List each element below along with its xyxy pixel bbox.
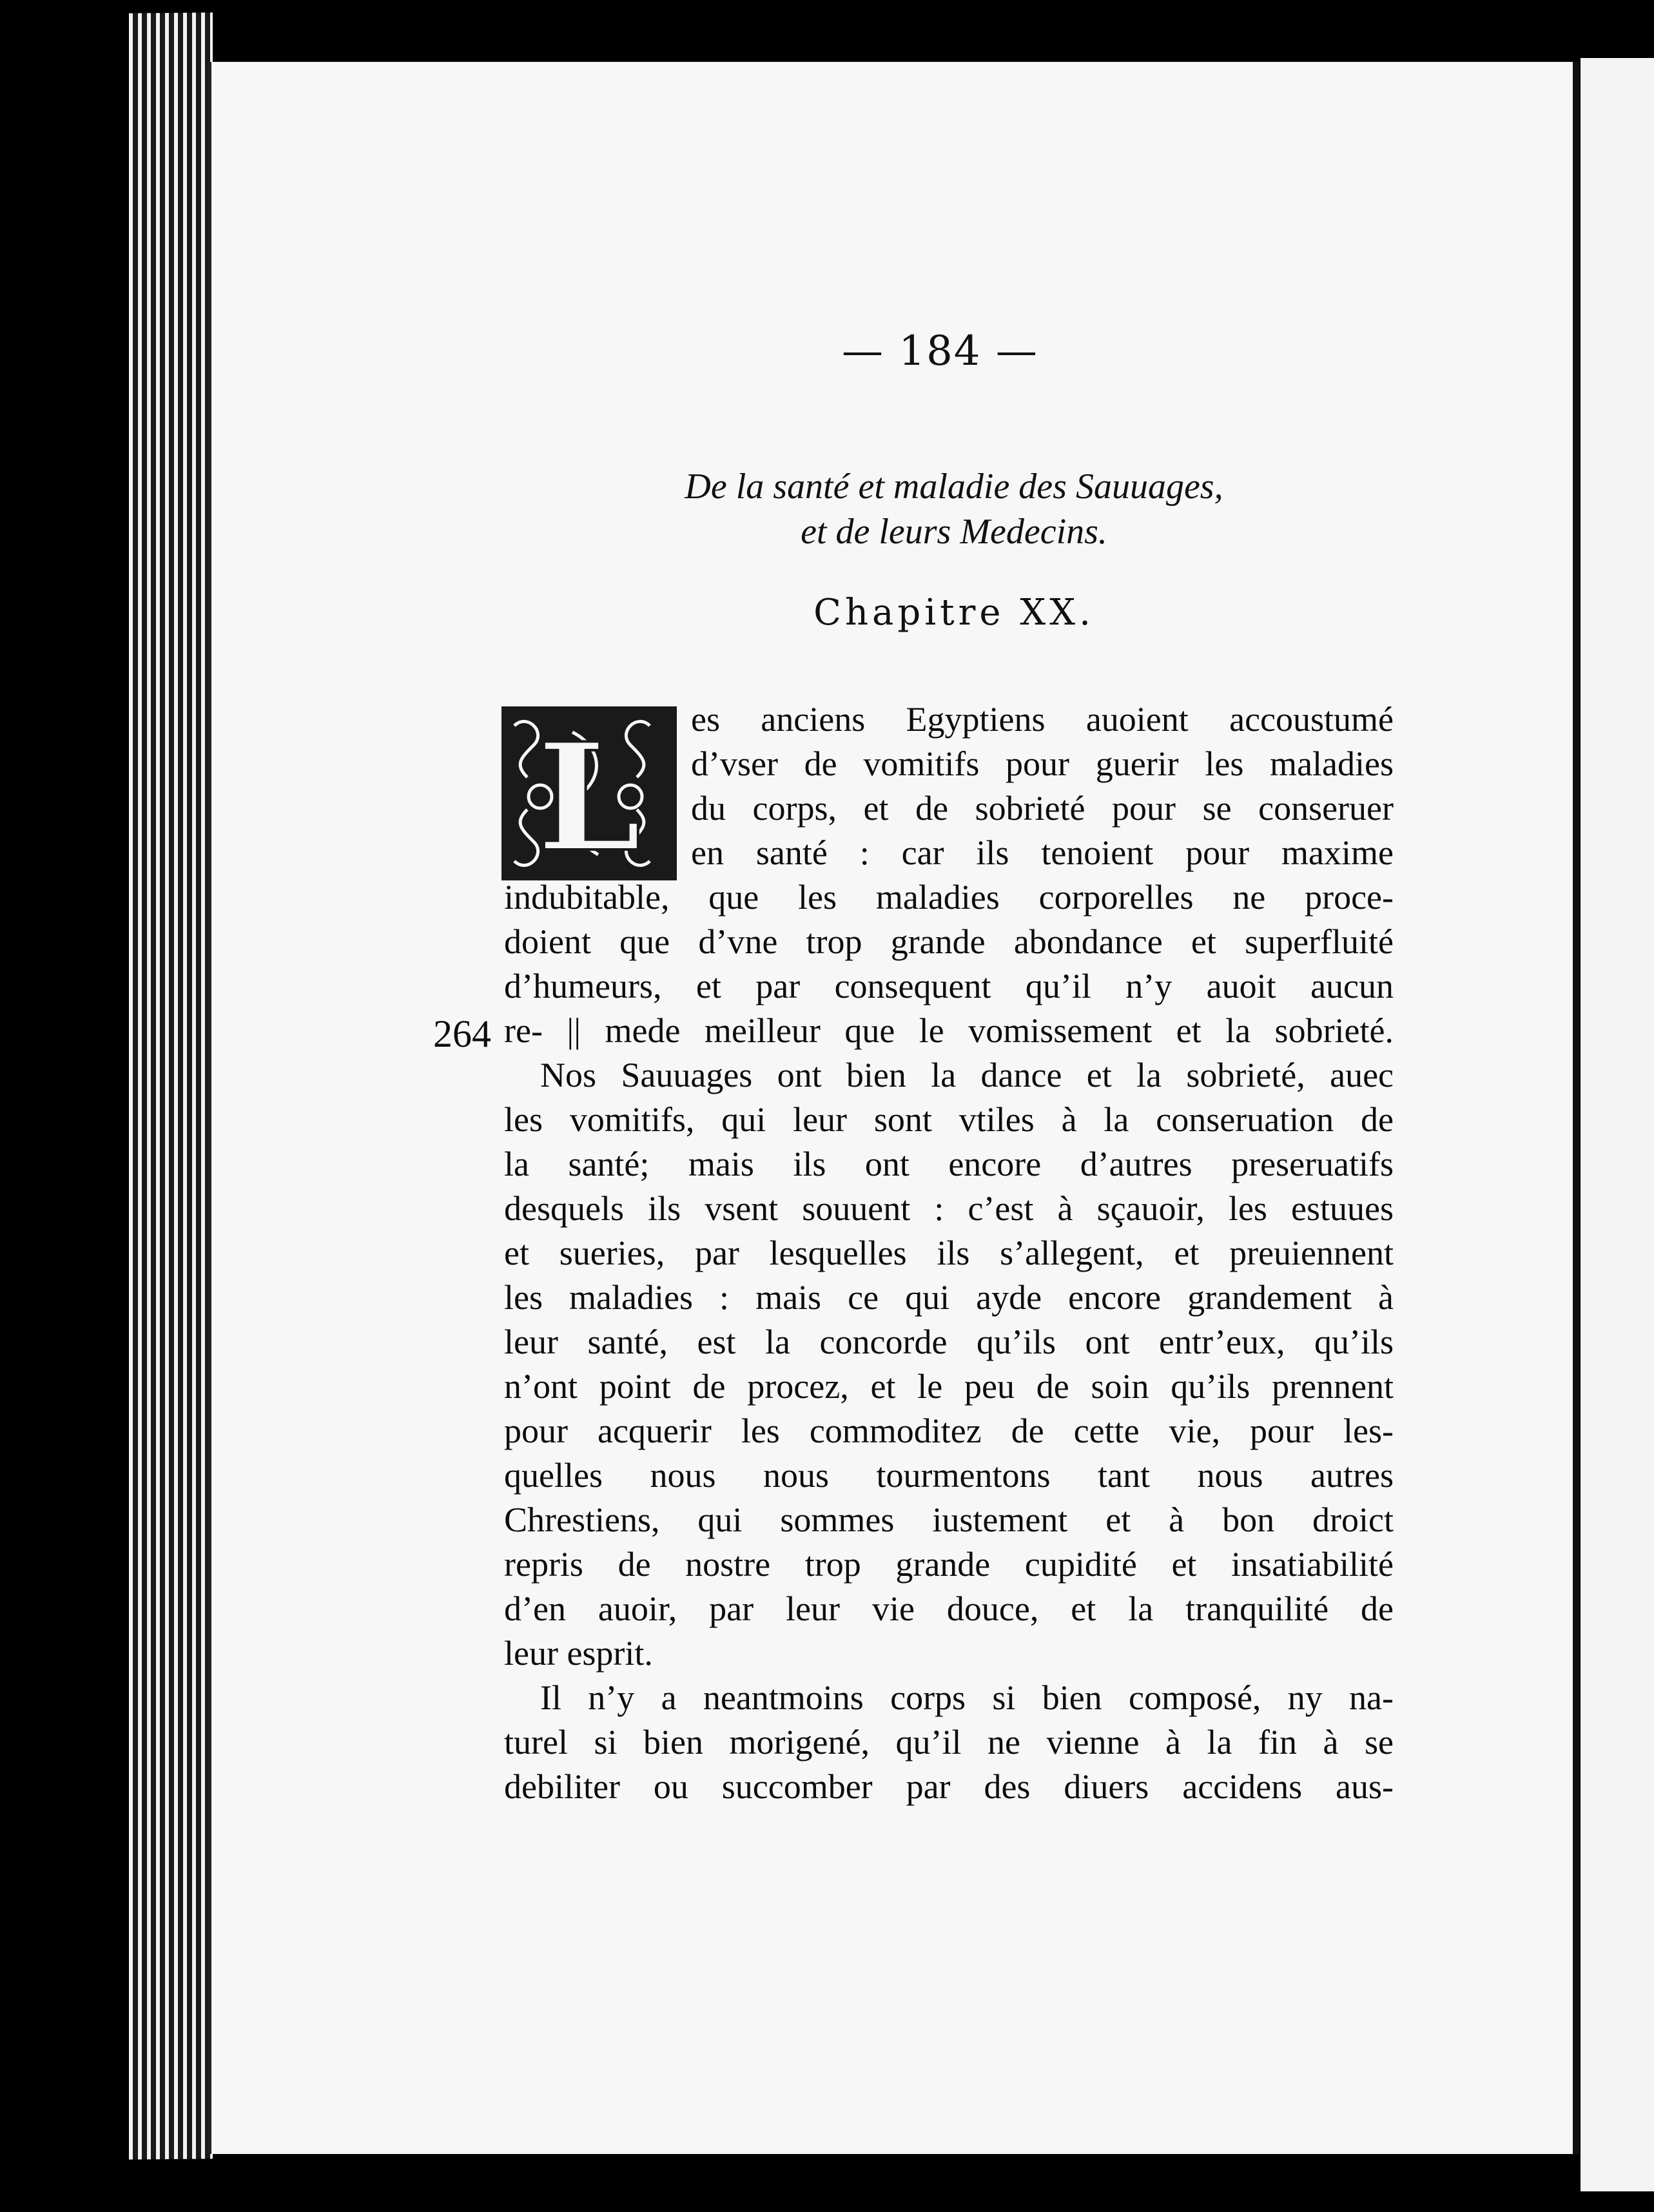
text-line: desquels ils vsent souuent : c’est à sçauoir, les estuues: [504, 1189, 1394, 1228]
text-line: d’vser de vomitifs pour guerir les maladies: [691, 744, 1394, 783]
svg-text:L: L: [537, 711, 641, 880]
text-line: pour acquerir les commoditez de cette vie, pour les-: [504, 1412, 1394, 1450]
text-line: d’humeurs, et par consequent qu’il n’y auoit aucun: [504, 967, 1394, 1005]
text-line: Il n’y a neantmoins corps si bien composé, ny na-: [540, 1678, 1394, 1717]
text-line: les vomitifs, qui leur sont vtiles à la conseruation de: [504, 1100, 1394, 1139]
text-line: leur santé, est la concorde qu’ils ont entr’eux, qu’ils: [504, 1323, 1394, 1361]
text-line: Chrestiens, qui sommes iustement et à bon droict: [504, 1500, 1394, 1539]
text-line: turel si bien morigené, qu’il ne vienne à la fin à se: [504, 1723, 1394, 1761]
chapter-heading: Chapitre XX.: [813, 592, 1095, 634]
text-line: leur esprit.: [504, 1634, 653, 1673]
chapter-title-line-2: et de leurs Medecins.: [801, 512, 1107, 552]
text-line: Nos Sauuages ont bien la dance et la sobrieté, auec: [540, 1056, 1394, 1094]
page-number: — 184 —: [842, 327, 1038, 375]
margin-page-reference: 264: [433, 1013, 491, 1055]
book-page-edges: [129, 12, 213, 2159]
text-line: debiliter ou succomber par des diuers accidens aus-: [504, 1767, 1394, 1806]
text-line: les maladies : mais ce qui ayde encore grandement à: [504, 1278, 1394, 1317]
text-line: es anciens Egyptiens auoient accoustumé: [691, 700, 1394, 739]
text-line: re- || mede meilleur que le vomissement et la sobrieté.: [504, 1011, 1394, 1050]
text-line: quelles nous nous tourmentons tant nous autres: [504, 1456, 1394, 1495]
text-line: repris de nostre trop grande cupidité et insatiabilité: [504, 1545, 1394, 1584]
text-line: et sueries, par lesquelles ils s’allegent, et preuiennent: [504, 1234, 1394, 1272]
text-line: du corps, et de sobrieté pour se conseruer: [691, 789, 1394, 828]
text-line: n’ont point de procez, et le peu de soin qu’ils prennent: [504, 1367, 1394, 1406]
chapter-title-line-1: De la santé et maladie des Sauuages,: [685, 467, 1223, 507]
text-line: d’en auoir, par leur vie douce, et la tranquilité de: [504, 1589, 1394, 1628]
chapter-title: [683, 464, 1225, 554]
facing-page-edge: [1581, 58, 1654, 2191]
text-line: doient que d’vne trop grande abondance et superfluité: [504, 922, 1394, 961]
text-line: indubitable, que les maladies corporelles ne proce-: [504, 878, 1394, 917]
text-line: en santé : car ils tenoient pour maxime: [691, 833, 1394, 872]
text-line: la santé; mais ils ont encore d’autres preseruatifs: [504, 1145, 1394, 1183]
body-text: [504, 697, 1394, 1809]
